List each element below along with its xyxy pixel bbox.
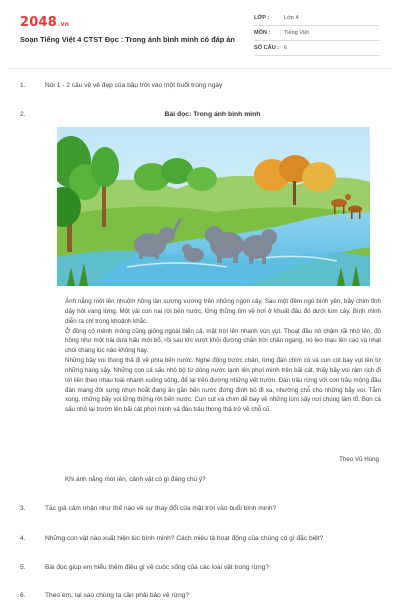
meta-key: SỐ CÂU : (254, 45, 280, 51)
question-number: 6. (20, 592, 26, 599)
logo-text: 2048 (20, 15, 57, 30)
meta-value: Lớp 4 (284, 15, 299, 21)
reading-passage (65, 297, 381, 415)
passage-author: Theo Vũ Hùng (339, 456, 379, 463)
sub-question: Khi ánh nắng mới lên, cảnh vật có gì đáng chú ý? (65, 476, 206, 483)
question-number: 4. (20, 535, 26, 542)
meta-row-count (254, 42, 380, 56)
question-number: 3. (20, 505, 26, 512)
question-text: Nói 1 - 2 câu về vẻ đẹp của bầu trời vào một buổi trong ngày (45, 82, 223, 89)
logo-suffix: .vn (57, 21, 70, 28)
meta-value: Tiếng Việt (284, 30, 309, 36)
meta-table (254, 12, 380, 57)
meta-key: LỚP : (254, 15, 270, 21)
page-header (0, 0, 400, 68)
meta-value: 6 (284, 45, 288, 51)
header-divider (8, 68, 392, 69)
reading-title: Bài đọc: Trong ánh bình minh (164, 111, 261, 118)
question-number: 2. (20, 111, 26, 118)
reading-illustration (57, 127, 370, 286)
passage-paragraph: Những bầy voi thong thả đi về phía bến nước. Nghe động bước chân, từng đàn chim cò và cun cút bay vụt lên từ những hàng sậy. Những con cá sấu nhô bộ từ dòng nước lạnh lên phơi mình trên bãi cát, thấy bầy voi rậm rịch đi tới liền theo nhau toài nhanh xuống sông, để lại trên đường những vết trườn. Đàn trâu rừng với con trâu mộng đầu đàn mang đôi sừng nhọn hoắt đang ăn gần bến nước đứng đình bỏ đi xa, nhường chỗ cho những bầy voi. Tắm xong, những bầy voi lững thững rời bến nước. Cun cút và chim dẽ bay về những lùm sậy nơi chúng làm tổ. Bọn cá sấu nhô lại trườn lên bãi cát phơi mình và đàn trâu thong thả trở về chỗ cũ. (65, 357, 381, 414)
question-text: Những con vật nào xuất hiện lúc bình minh? Cách miêu tả hoạt động của chúng có gì đặc biệt? (45, 535, 324, 542)
meta-row-subject (254, 27, 380, 41)
passage-paragraph: Ở đồng cỏ mênh mông cũng giống ngoài biển cả, mặt trời lên nhanh vùn vụt. Thoạt đầu nó chậm rãi nhô lên, đỏ hồng như một trái dưa hấu mới bổ, rồi sau khi vượt khỏi đường chân trời chân ngang, nó leo mau lên cao và nhạt chói chang lúc nào không hay. (65, 327, 381, 355)
question-text: Tác giả cảm nhận như thế nào về sự thay đổi của mặt trời vào buổi bình minh? (45, 505, 277, 512)
document-title: Soạn Tiếng Việt 4 CTST Đọc : Trong ánh bình minh có đáp án (20, 35, 235, 44)
question-text: Bài đọc giúp em hiểu thêm điều gì về cuộc sống của các loài vật trong rừng? (45, 564, 269, 571)
question-number: 5. (20, 564, 26, 571)
site-logo[interactable] (20, 15, 69, 30)
meta-row-class (254, 12, 380, 26)
passage-paragraph: Ánh nắng mới lên nhuộm hồng làn sương vương trên những ngọn cây. Sau một đêm ngủ bình yên, bầy chim tỉnh dậy hót vang lừng. Một vài con nai rời bến nước, lững thững tìm về nơi ở khuất đâu đó dưới lùm cây. Bình minh diễn ra chỉ trong khoảnh khắc. (65, 298, 381, 325)
question-number: 1. (20, 82, 26, 89)
question-text: Theo em, tại sao chúng ta cần phải bảo vệ rừng? (45, 592, 190, 599)
meta-key: MÔN : (254, 30, 271, 36)
